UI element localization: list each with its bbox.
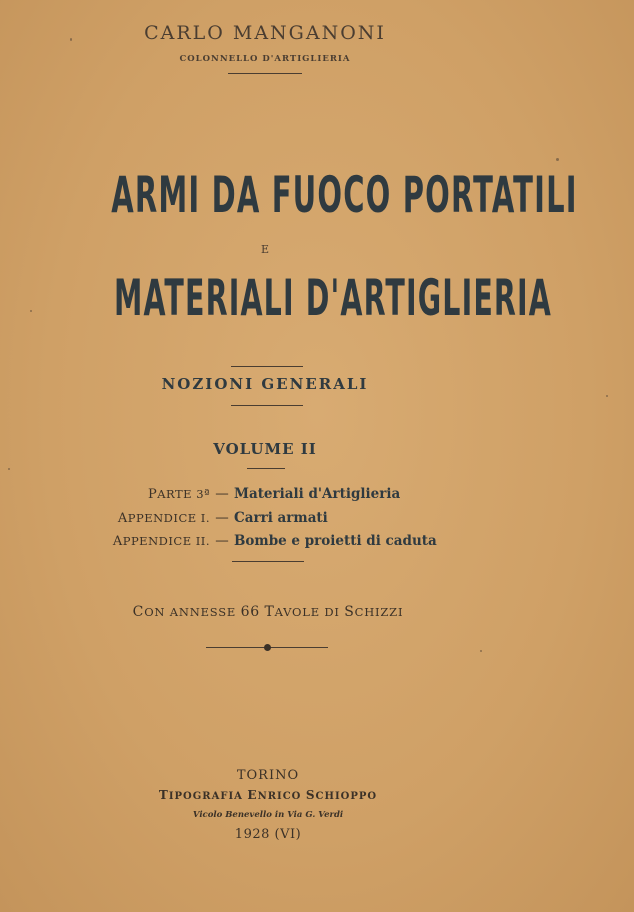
volume-number: VOLUME II xyxy=(213,440,317,458)
publication-city: TORINO xyxy=(236,768,300,783)
contents-row xyxy=(84,533,504,557)
contents-label: APPENDICE II. xyxy=(112,534,210,549)
main-title-line-1: ARMI DA FUOCO PORTATILI xyxy=(111,166,578,224)
author-rank: COLONNELLO D'ARTIGLIERIA xyxy=(179,54,351,64)
contents-dash: — xyxy=(215,509,229,526)
printer-name: TIPOGRAFIA ENRICO SCHIOPPO xyxy=(158,788,378,802)
contents-dash: — xyxy=(215,486,229,502)
divider xyxy=(247,468,285,469)
title-conjunction: E xyxy=(260,243,270,256)
paper-speck xyxy=(8,468,10,470)
divider xyxy=(231,366,303,367)
contents-row xyxy=(84,510,504,534)
main-title-line-2: MATERIALI D'ARTIGLIERIA xyxy=(113,269,552,327)
annex-note: CON ANNESSE 66 TAVOLE DI SCHIZZI xyxy=(132,604,404,620)
contents-text: Materiali d'Artiglieria xyxy=(234,486,401,502)
paper-speck xyxy=(70,38,72,41)
contents-label: APPENDICE I. xyxy=(117,510,210,526)
subtitle: NOZIONI GENERALI xyxy=(161,375,369,393)
paper-speck xyxy=(556,158,559,161)
contents-dash: — xyxy=(215,533,229,549)
contents-row xyxy=(84,486,504,510)
contents-label: PARTE 3ª xyxy=(147,487,210,502)
publication-year: 1928 (VI) xyxy=(234,827,302,842)
divider xyxy=(232,561,304,562)
ornament-dot xyxy=(264,644,271,651)
paper-speck xyxy=(606,395,608,397)
paper-speck xyxy=(480,650,482,652)
contents-list xyxy=(84,486,504,557)
contents-text: Carri armati xyxy=(234,509,328,526)
contents-text: Bombe e proietti di caduta xyxy=(234,533,437,549)
author-name: CARLO MANGANONI xyxy=(144,22,386,44)
divider xyxy=(231,405,303,406)
paper-speck xyxy=(30,310,32,312)
divider xyxy=(228,73,302,74)
printer-address: Vicolo Benevello in Via G. Verdi xyxy=(192,810,344,820)
